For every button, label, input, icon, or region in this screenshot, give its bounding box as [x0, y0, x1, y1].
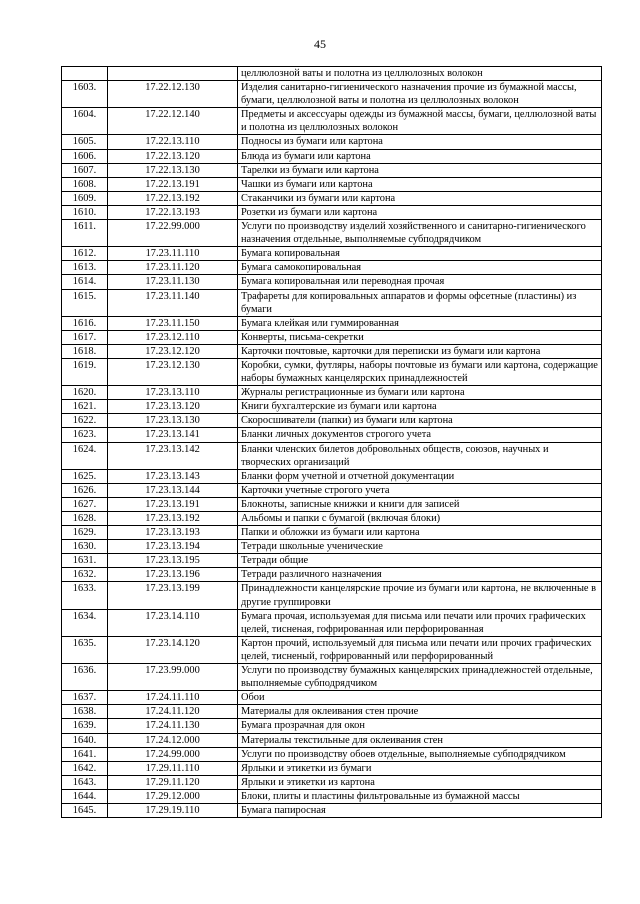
product-name: Подносы из бумаги или картона: [238, 135, 602, 149]
row-number: 1640.: [62, 733, 108, 747]
product-name: целлюлозной ваты и полотна из целлюлозных волокон: [238, 67, 602, 81]
product-name: Конверты, письма-секретки: [238, 330, 602, 344]
okpd-code: 17.22.13.130: [108, 163, 238, 177]
product-name: Бланки форм учетной и отчетной документации: [238, 469, 602, 483]
product-name: Коробки, сумки, футляры, наборы почтовые из бумаги или картона, содержащие наборы бумажных канцелярских принадлежностей: [238, 358, 602, 385]
okpd-code: 17.23.12.120: [108, 344, 238, 358]
product-name: Блюда из бумаги или картона: [238, 149, 602, 163]
row-number: 1612.: [62, 247, 108, 261]
okpd-code: 17.23.13.191: [108, 497, 238, 511]
row-number: 1619.: [62, 358, 108, 385]
okpd-code: 17.23.13.120: [108, 400, 238, 414]
table-row: [62, 344, 602, 358]
okpd-code: 17.23.14.120: [108, 636, 238, 663]
row-number: 1606.: [62, 149, 108, 163]
table-row: [62, 582, 602, 609]
row-number: 1610.: [62, 205, 108, 219]
table-row: [62, 135, 602, 149]
table-row: [62, 108, 602, 135]
row-number: 1633.: [62, 582, 108, 609]
row-number: 1635.: [62, 636, 108, 663]
product-name: Скоросшиватели (папки) из бумаги или картона: [238, 414, 602, 428]
okpd-code: 17.29.11.110: [108, 761, 238, 775]
row-number: 1618.: [62, 344, 108, 358]
row-number: [62, 67, 108, 81]
okpd-code: 17.23.13.192: [108, 512, 238, 526]
product-name: Изделия санитарно-гигиенического назначения прочие из бумажной массы, бумаги, целлюлозной ваты и полотна из целлюлозных волокон: [238, 81, 602, 108]
okpd-code: 17.22.13.192: [108, 191, 238, 205]
table-row: [62, 289, 602, 316]
okpd-code: 17.23.11.110: [108, 247, 238, 261]
okpd-code: 17.23.13.199: [108, 582, 238, 609]
okpd-code: 17.23.14.110: [108, 609, 238, 636]
product-name: Розетки из бумаги или картона: [238, 205, 602, 219]
table-row: [62, 261, 602, 275]
product-name: Журналы регистрационные из бумаги или картона: [238, 386, 602, 400]
product-name: Карточки почтовые, карточки для переписки из бумаги или картона: [238, 344, 602, 358]
product-name: Тарелки из бумаги или картона: [238, 163, 602, 177]
okpd-code: 17.24.11.110: [108, 691, 238, 705]
okpd-code: 17.23.11.130: [108, 275, 238, 289]
table-row: [62, 163, 602, 177]
product-name: Трафареты для копировальных аппаратов и формы офсетные (пластины) из бумаги: [238, 289, 602, 316]
product-name: Ярлыки и этикетки из картона: [238, 775, 602, 789]
product-name: Книги бухгалтерские из бумаги или картона: [238, 400, 602, 414]
product-name: Блокноты, записные книжки и книги для записей: [238, 497, 602, 511]
okpd-table: [61, 66, 602, 818]
row-number: 1607.: [62, 163, 108, 177]
product-name: Тетради общие: [238, 554, 602, 568]
product-name: Альбомы и папки с бумагой (включая блоки): [238, 512, 602, 526]
okpd-table-body: [62, 67, 602, 818]
row-number: 1613.: [62, 261, 108, 275]
okpd-code: 17.22.12.130: [108, 81, 238, 108]
table-row: [62, 205, 602, 219]
okpd-code: 17.24.99.000: [108, 747, 238, 761]
row-number: 1620.: [62, 386, 108, 400]
okpd-code: 17.24.12.000: [108, 733, 238, 747]
product-name: Картон прочий, используемый для письма или печати или прочих графических целей, тисненый, гофрированный или перфорированный: [238, 636, 602, 663]
row-number: 1625.: [62, 469, 108, 483]
table-row: [62, 220, 602, 247]
row-number: 1639.: [62, 719, 108, 733]
row-number: 1631.: [62, 554, 108, 568]
row-number: 1609.: [62, 191, 108, 205]
product-name: Бумага папиросная: [238, 803, 602, 817]
product-name: Стаканчики из бумаги или картона: [238, 191, 602, 205]
product-name: Обои: [238, 691, 602, 705]
table-row: [62, 719, 602, 733]
table-row: [62, 789, 602, 803]
row-number: 1623.: [62, 428, 108, 442]
row-number: 1615.: [62, 289, 108, 316]
okpd-code: 17.22.13.191: [108, 177, 238, 191]
product-name: Предметы и аксессуары одежды из бумажной массы, бумаги, целлюлозной ваты и полотна из целлюлозных волокон: [238, 108, 602, 135]
okpd-code: 17.23.13.196: [108, 568, 238, 582]
okpd-code: 17.23.13.194: [108, 540, 238, 554]
okpd-code: [108, 67, 238, 81]
table-row: [62, 803, 602, 817]
okpd-code: 17.23.13.193: [108, 526, 238, 540]
table-row: [62, 81, 602, 108]
table-row: [62, 733, 602, 747]
product-name: Бумага копировальная: [238, 247, 602, 261]
okpd-code: 17.23.13.144: [108, 483, 238, 497]
table-row: [62, 469, 602, 483]
table-row: [62, 636, 602, 663]
product-name: Услуги по производству обоев отдельные, выполняемые субподрядчиком: [238, 747, 602, 761]
row-number: 1643.: [62, 775, 108, 789]
row-number: 1611.: [62, 220, 108, 247]
product-name: Бланки личных документов строгого учета: [238, 428, 602, 442]
row-number: 1604.: [62, 108, 108, 135]
product-name: Услуги по производству изделий хозяйственного и санитарно-гигиенического назначения отдельные, выполняемые субподрядчиком: [238, 220, 602, 247]
product-name: Папки и обложки из бумаги или картона: [238, 526, 602, 540]
row-number: 1617.: [62, 330, 108, 344]
table-row: [62, 747, 602, 761]
okpd-code: 17.22.13.193: [108, 205, 238, 219]
okpd-code: 17.24.11.120: [108, 705, 238, 719]
row-number: 1645.: [62, 803, 108, 817]
row-number: 1616.: [62, 316, 108, 330]
table-row: [62, 67, 602, 81]
table-row: [62, 358, 602, 385]
okpd-code: 17.22.12.140: [108, 108, 238, 135]
table-row: [62, 691, 602, 705]
okpd-code: 17.23.13.110: [108, 386, 238, 400]
product-name: Бумага клейкая или гуммированная: [238, 316, 602, 330]
product-name: Чашки из бумаги или картона: [238, 177, 602, 191]
table-row: [62, 775, 602, 789]
table-row: [62, 497, 602, 511]
table-row: [62, 191, 602, 205]
table-row: [62, 149, 602, 163]
okpd-code: 17.23.13.130: [108, 414, 238, 428]
table-row: [62, 705, 602, 719]
okpd-code: 17.29.19.110: [108, 803, 238, 817]
row-number: 1627.: [62, 497, 108, 511]
table-row: [62, 428, 602, 442]
product-name: Тетради школьные ученические: [238, 540, 602, 554]
table-row: [62, 664, 602, 691]
row-number: 1636.: [62, 664, 108, 691]
product-name: Бумага прозрачная для окон: [238, 719, 602, 733]
table-row: [62, 483, 602, 497]
row-number: 1608.: [62, 177, 108, 191]
okpd-code: 17.23.13.195: [108, 554, 238, 568]
product-name: Ярлыки и этикетки из бумаги: [238, 761, 602, 775]
row-number: 1641.: [62, 747, 108, 761]
row-number: 1634.: [62, 609, 108, 636]
okpd-code: 17.29.11.120: [108, 775, 238, 789]
product-name: Бумага прочая, используемая для письма или печати или прочих графических целей, тисненая, гофрированная или перфорированная: [238, 609, 602, 636]
table-row: [62, 316, 602, 330]
row-number: 1629.: [62, 526, 108, 540]
row-number: 1622.: [62, 414, 108, 428]
row-number: 1621.: [62, 400, 108, 414]
table-row: [62, 554, 602, 568]
okpd-code: 17.23.12.110: [108, 330, 238, 344]
okpd-code: 17.23.11.150: [108, 316, 238, 330]
row-number: 1630.: [62, 540, 108, 554]
okpd-code: 17.22.13.120: [108, 149, 238, 163]
okpd-code: 17.24.11.130: [108, 719, 238, 733]
table-row: [62, 526, 602, 540]
product-name: Бумага копировальная или переводная прочая: [238, 275, 602, 289]
table-row: [62, 540, 602, 554]
table-row: [62, 512, 602, 526]
row-number: 1628.: [62, 512, 108, 526]
product-name: Материалы текстильные для оклеивания стен: [238, 733, 602, 747]
table-row: [62, 177, 602, 191]
row-number: 1626.: [62, 483, 108, 497]
row-number: 1637.: [62, 691, 108, 705]
okpd-code: 17.23.13.141: [108, 428, 238, 442]
okpd-code: 17.29.12.000: [108, 789, 238, 803]
okpd-code: 17.23.11.140: [108, 289, 238, 316]
okpd-code: 17.23.13.143: [108, 469, 238, 483]
product-name: Принадлежности канцелярские прочие из бумаги или картона, не включенные в другие группировки: [238, 582, 602, 609]
row-number: 1603.: [62, 81, 108, 108]
table-row: [62, 330, 602, 344]
okpd-code: 17.22.99.000: [108, 220, 238, 247]
product-name: Материалы для оклеивания стен прочие: [238, 705, 602, 719]
table-row: [62, 386, 602, 400]
product-name: Бланки членских билетов добровольных обществ, союзов, научных и творческих организаций: [238, 442, 602, 469]
table-row: [62, 568, 602, 582]
row-number: 1614.: [62, 275, 108, 289]
table-row: [62, 247, 602, 261]
product-name: Бумага самокопировальная: [238, 261, 602, 275]
table-row: [62, 442, 602, 469]
row-number: 1624.: [62, 442, 108, 469]
table-row: [62, 761, 602, 775]
product-name: Карточки учетные строгого учета: [238, 483, 602, 497]
row-number: 1632.: [62, 568, 108, 582]
okpd-code: 17.23.13.142: [108, 442, 238, 469]
okpd-code: 17.22.13.110: [108, 135, 238, 149]
okpd-code: 17.23.99.000: [108, 664, 238, 691]
okpd-code: 17.23.12.130: [108, 358, 238, 385]
product-name: Тетради различного назначения: [238, 568, 602, 582]
row-number: 1605.: [62, 135, 108, 149]
page-number: 45: [314, 37, 326, 51]
table-row: [62, 400, 602, 414]
row-number: 1638.: [62, 705, 108, 719]
product-name: Услуги по производству бумажных канцелярских принадлежностей отдельные, выполняемые субподрядчиком: [238, 664, 602, 691]
row-number: 1642.: [62, 761, 108, 775]
table-row: [62, 275, 602, 289]
row-number: 1644.: [62, 789, 108, 803]
table-row: [62, 414, 602, 428]
table-row: [62, 609, 602, 636]
product-name: Блоки, плиты и пластины фильтровальные из бумажной массы: [238, 789, 602, 803]
okpd-code: 17.23.11.120: [108, 261, 238, 275]
